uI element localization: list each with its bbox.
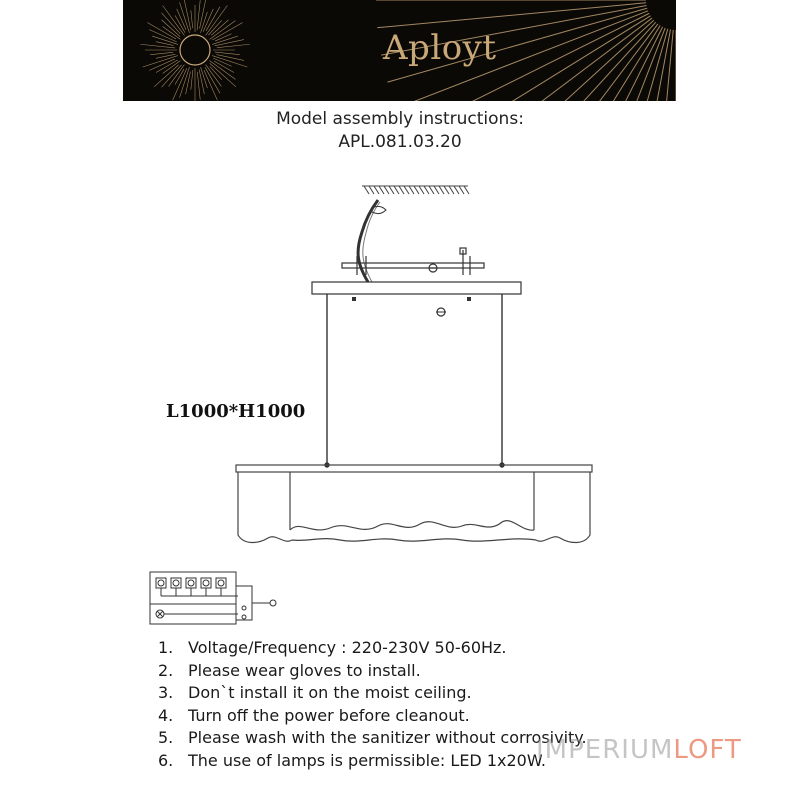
list-item: 6. The use of lamps is permissible: LED 1x20W. xyxy=(158,750,546,770)
watermark xyxy=(536,735,742,765)
note-text: Voltage/Frequency : 220-230V 50-60Hz. xyxy=(188,638,507,657)
wiring-schematic xyxy=(146,570,286,630)
instructions-list xyxy=(158,637,587,773)
suspension-wires xyxy=(325,294,504,467)
dimensions-label: L1000*H1000 xyxy=(166,401,306,422)
lamp-body xyxy=(236,465,592,543)
note-text: The use of lamps is permissible: LED 1x20W. xyxy=(188,750,546,770)
note-text: Please wash with the sanitizer without corrosivity. xyxy=(188,728,587,748)
list-item: 3. Don`t install it on the moist ceiling. xyxy=(158,683,472,703)
watermark-part2: LOFT xyxy=(673,735,742,765)
list-item: 5. Please wash with the sanitizer without corrosivity. xyxy=(158,728,587,748)
model-number: APL.081.03.20 xyxy=(338,132,462,152)
instructions-title: Model assembly instructions: xyxy=(276,109,524,129)
watermark-part1: IMPERIUM xyxy=(536,735,674,765)
note-text: Don`t install it on the moist ceiling. xyxy=(188,683,472,703)
power-cord xyxy=(358,200,378,282)
list-item: 4. Turn off the power before cleanout. xyxy=(158,705,470,725)
note-text: Turn off the power before cleanout. xyxy=(188,705,470,725)
list-item: 1. Voltage/Frequency : 220-230V 50-60Hz. xyxy=(158,638,507,657)
ceiling-hatch xyxy=(362,186,469,194)
note-text: Please wear gloves to install. xyxy=(188,660,421,680)
canopy-plate xyxy=(312,282,521,316)
brand-name: Aployt xyxy=(383,28,497,68)
list-item: 2. Please wear gloves to install. xyxy=(158,660,421,680)
